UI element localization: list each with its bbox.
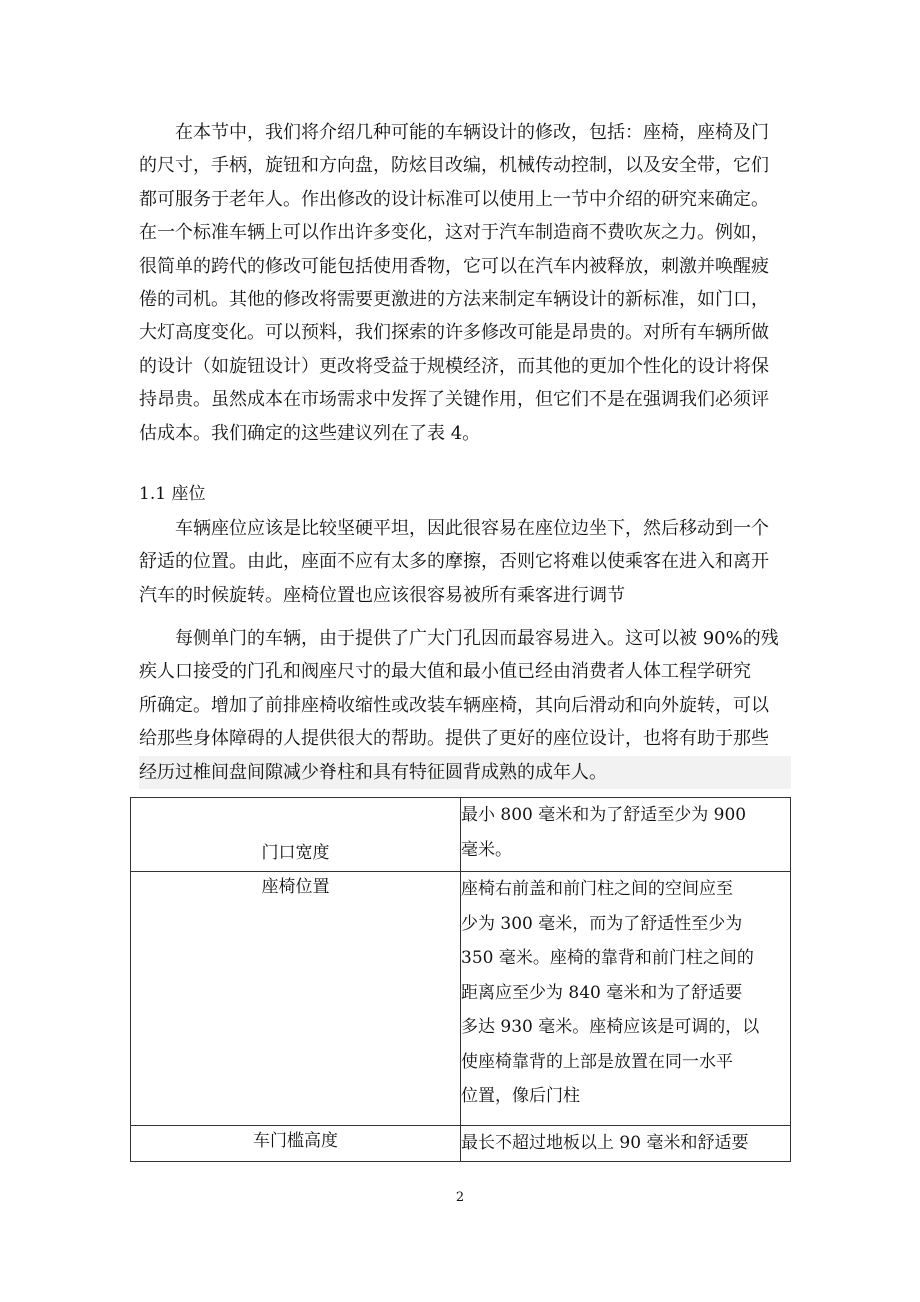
cell-text-line: 少为 300 毫米，而为了舒适性至少为: [461, 913, 743, 934]
table-row: [131, 798, 791, 872]
text-line: 估成本。我们确定的这些建议列在了表 4。: [139, 422, 481, 444]
text-line: 大灯高度变化。可以预料，我们探索的许多修改可能是昂贵的。对所有车辆所做: [139, 322, 769, 344]
text-line: 的尺寸，手柄，旋钮和方向盘，防炫目改编，机械传动控制，以及安全带，它们: [139, 155, 769, 177]
text-line: 车辆座位应该是比较坚硬平坦，因此很容易在座位边坐下，然后移动到一个: [175, 518, 769, 539]
table-row: [131, 872, 791, 1126]
cell-text-line: 毫米。: [461, 839, 512, 860]
cell-text-line: 使座椅靠背的上部是放置在同一水平: [461, 1051, 733, 1072]
text-line: 持昂贵。虽然成本在市场需求中发挥了关键作用，但它们不是在强调我们必须评: [139, 389, 769, 411]
text-line: 经历过椎间盘间隙减少脊柱和具有特征圆背成熟的成年人。: [139, 756, 791, 789]
text-line: 疾人口接受的门孔和阀座尺寸的最大值和最小值已经由消费者人体工程学研究: [139, 661, 751, 683]
text-line: 倦的司机。其他的修改将需要更激进的方法来制定车辆设计的新标准，如门口，: [139, 288, 769, 310]
cell-text-line: 350 毫米。座椅的靠背和前门柱之间的: [461, 948, 754, 968]
text-line: 所确定。增加了前排座椅收缩性或改装车辆座椅，其向后滑动和向外旋转，可以: [139, 694, 769, 716]
table-value-cell: [461, 872, 791, 1126]
cell-text-line: 座椅右前盖和前门柱之间的空间应至: [461, 879, 733, 899]
text-line: 在一个标准车辆上可以作出许多变化，这对于汽车制造商不费吹灰之力。例如，: [139, 222, 769, 244]
door-paragraph: [139, 622, 791, 789]
text-line: 都可服务于老年人。作出修改的设计标准可以使用上一节中介绍的研究来确定。: [139, 188, 769, 210]
seating-paragraph: [139, 512, 791, 612]
table-row: [131, 1126, 791, 1162]
section-heading: 1.1 座位: [139, 484, 206, 504]
table-label-cell: 座椅位置: [131, 872, 461, 1126]
cell-text-line: 位置，像后门柱: [461, 1086, 580, 1106]
table-label-cell: 门口宽度: [131, 798, 461, 872]
table-value-cell: [461, 1126, 791, 1162]
table-value-cell: [461, 798, 791, 872]
text-line: 在本节中，我们将介绍几种可能的车辆设计的修改，包括：座椅，座椅及门: [175, 122, 769, 143]
cell-text-line: 最长不超过地板以上 90 毫米和舒适要: [461, 1133, 749, 1153]
cell-text-line: 距离应至少为 840 毫米和为了舒适要: [461, 982, 743, 1003]
text-line: 很简单的跨代的修改可能包括使用香物，它可以在汽车内被释放，刺激并唤醒疲: [139, 255, 769, 277]
specification-table: [130, 797, 791, 1162]
text-line: 给那些身体障碍的人提供很大的帮助。提供了更好的座位设计，也将有助于那些: [139, 728, 769, 750]
table-label-cell: 车门槛高度: [131, 1126, 461, 1162]
cell-text-line: 多达 930 毫米。座椅应该是可调的，以: [461, 1017, 760, 1037]
cell-text-line: 最小 800 毫米和为了舒适至少为 900: [461, 805, 747, 825]
text-line: 汽车的时候旋转。座椅位置也应该很容易被所有乘客进行调节: [139, 584, 625, 606]
intro-paragraph: [139, 116, 791, 450]
text-line: 的设计（如旋钮设计）更改将受益于规模经济，而其他的更加个性化的设计将保: [139, 355, 769, 377]
text-line: 每侧单门的车辆，由于提供了广大门孔因而最容易进入。这可以被 90%的残: [175, 628, 779, 649]
text-line: 舒适的位置。由此，座面不应有太多的摩擦，否则它将难以使乘客在进入和离开: [139, 551, 769, 573]
page-number: 2: [455, 1190, 465, 1205]
